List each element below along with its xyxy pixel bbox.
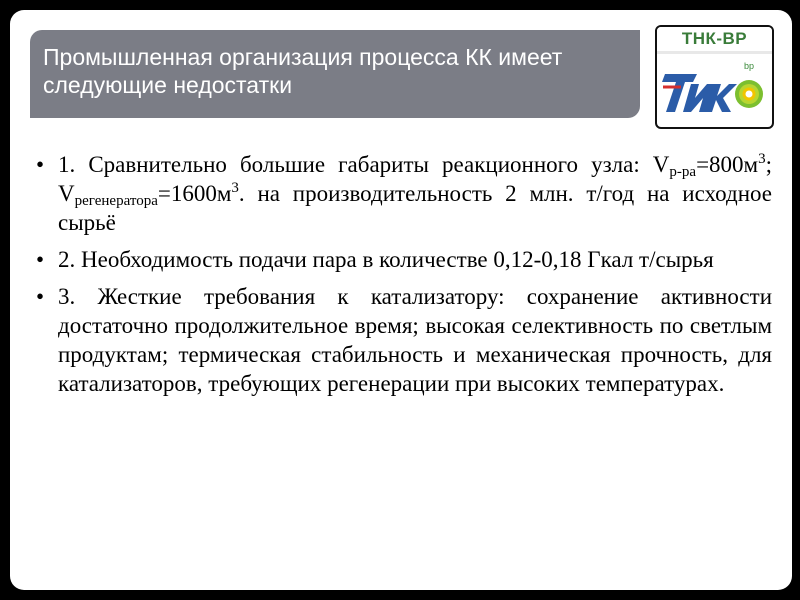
item-1-subscript: регенератора — [74, 193, 158, 209]
bullet-marker: • — [36, 152, 45, 177]
list-item — [36, 150, 772, 237]
item-1-text-part: 1. Сравнительно большие габариты реакционного узла: V — [58, 152, 670, 177]
tnk-mark-icon — [662, 74, 737, 112]
bullet-marker: • — [36, 247, 45, 272]
bp-helios-icon — [735, 80, 763, 108]
item-1-text-part: =800м — [696, 152, 759, 177]
slide-title — [43, 43, 630, 99]
bullet-list — [36, 150, 772, 406]
list-item — [36, 245, 772, 274]
item-1-superscript: 3 — [758, 151, 766, 167]
logo-graphic — [657, 54, 768, 127]
company-logo — [655, 25, 774, 129]
list-item — [36, 282, 772, 398]
item-1-text-part: =1600м — [157, 181, 232, 206]
title-line-2: следующие недостатки — [43, 72, 293, 98]
title-line-1: Промышленная организация процесса КК имеет — [43, 44, 563, 70]
item-3-text: 3. Жесткие требования к катализатору: сохранение активности достаточно продолжительное время; высокая селективность по светлым продуктам; термическая стабильность и механическая прочность, для катализаторов, требующих регенерации при высоких температурах. — [58, 284, 772, 396]
item-1-subscript: р-ра — [669, 164, 697, 180]
item-1-superscript: 3 — [231, 180, 239, 196]
item-1-text-part: . на производительность 2 млн. т/год на исходное сырьё — [58, 181, 772, 235]
logo-body — [657, 54, 772, 127]
title-bar — [30, 30, 640, 118]
bp-small-label: bp — [743, 61, 755, 71]
bullet-marker: • — [36, 284, 45, 309]
logo-brand-text: ТНК-BP — [681, 29, 748, 48]
item-1-text-part: ; V — [58, 152, 772, 206]
item-2-text: 2. Необходимость подачи пара в количестве 0,12-0,18 Гкал т/сырья — [58, 247, 714, 272]
logo-header — [657, 27, 772, 54]
slide-panel — [10, 10, 792, 590]
